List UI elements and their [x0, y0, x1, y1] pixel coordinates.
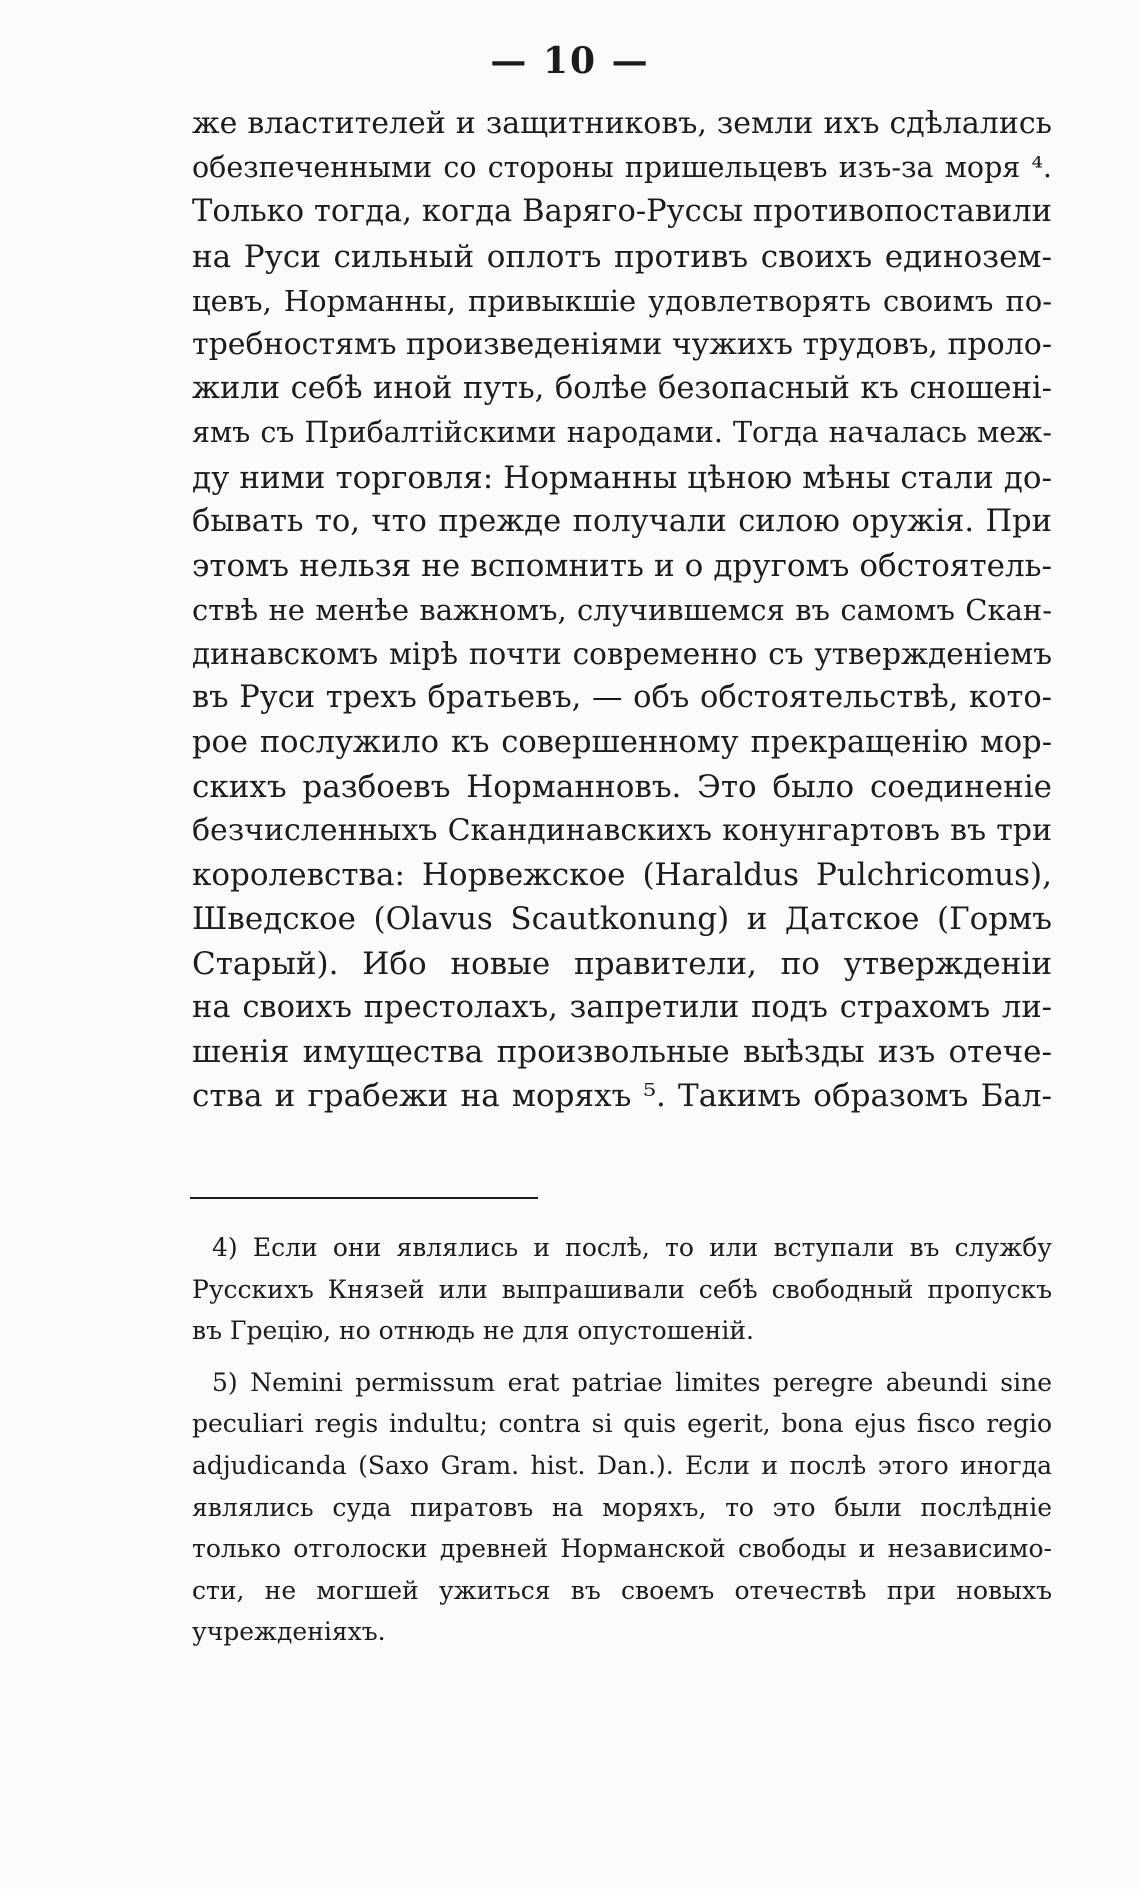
footnote-divider — [190, 1197, 538, 1199]
text-line: ства и грабежи на моряхъ ⁵. Такимъ образомъ Бал- — [192, 1078, 1052, 1115]
text-line: ствѣ не менѣе важномъ, случившемся въ самомъ Скан- — [192, 593, 1052, 628]
footnote-line: сти, не могшей ужиться въ своемъ отечествѣ при новыхъ — [192, 1575, 1052, 1605]
text-line: шенія имущества произвольные выѣзды изъ отече- — [192, 1033, 1052, 1070]
page-number: — 10 — — [490, 40, 650, 82]
text-line: ямъ съ Прибалтійскими народами. Тогда началась меж- — [192, 416, 1052, 450]
footnote-4 — [192, 1227, 1052, 1352]
footnote-line: peculiari regis indultu; contra si quis egerit, bona ejus fisco regio — [192, 1409, 1052, 1439]
main-text — [192, 102, 1052, 1118]
footnote-line: въ Грецію, но отнюдь не для опустошеній. — [192, 1316, 754, 1346]
text-line: на Руси сильный оплотъ противъ своихъ единозем- — [192, 238, 1052, 275]
text-line: рое послужило къ совершенному прекращенію мор- — [192, 724, 1052, 760]
text-line: жили себѣ иной путь, болѣе безопасный къ сношені- — [192, 371, 1052, 407]
text-line: требностямъ произведеніями чужихъ трудовъ, проло- — [192, 326, 1052, 362]
text-line: скихъ разбоевъ Норманновъ. Это было соединеніе — [192, 768, 1052, 805]
text-line: этомъ нельзя не вспомнить и о другомъ обстоятель- — [192, 547, 1052, 584]
text-line: на своихъ престолахъ, запретили подъ страхомъ ли- — [192, 989, 1052, 1025]
footnote-line: adjudicanda (Saxo Gram. hist. Dan.). Если и послѣ этого иногда — [192, 1450, 1052, 1480]
footnote-line: Русскихъ Князей или выпрашивали себѣ свободный пропускъ — [192, 1274, 1052, 1304]
text-line: же властителей и защитниковъ, земли ихъ сдѣлались — [192, 106, 1052, 141]
text-line: въ Руси трехъ братьевъ, — объ обстоятельствѣ, кото- — [192, 680, 1052, 716]
text-line: Старый). Ибо новые правители, по утвержденіи — [192, 945, 1052, 982]
footnotes — [192, 1227, 1052, 1663]
text-line: бывать то, что прежде получали силою оружія. При — [192, 503, 1052, 539]
footnote-line: 5) Nemini permissum erat patriae limites peregre abeundi sine — [212, 1367, 1052, 1397]
text-line: динавскомъ мірѣ почти современно съ утвержденіемъ — [192, 637, 1052, 672]
text-line: цевъ, Норманны, привыкшіе удовлетворять своимъ по- — [192, 283, 1052, 318]
footnote-line: являлись суда пиратовъ на моряхъ, то это были послѣдніе — [192, 1492, 1052, 1522]
text-line: ду ними торговля: Норманны цѣною мѣны стали до- — [192, 459, 1052, 496]
text-line: безчисленныхъ Скандинавскихъ конунгартовъ въ три — [192, 813, 1052, 848]
text-line: Шведское (Olavus Scautkonung) и Датское (Гормъ — [192, 901, 1052, 938]
footnote-line: 4) Если они являлись и послѣ, то или вступали въ службу — [212, 1233, 1052, 1262]
footnote-line: учрежденіяхъ. — [192, 1617, 386, 1647]
text-line: обезпеченными со стороны пришельцевъ изъ-за моря ⁴. — [192, 151, 1052, 185]
footnote-5 — [192, 1362, 1052, 1653]
text-line: королевства: Норвежское (Haraldus Pulchricomus), — [192, 857, 1052, 894]
text-line: Только тогда, когда Варяго-Руссы противопоставили — [192, 194, 1052, 230]
footnote-line: только отголоски древней Норманской свободы и независимо- — [192, 1534, 1052, 1564]
